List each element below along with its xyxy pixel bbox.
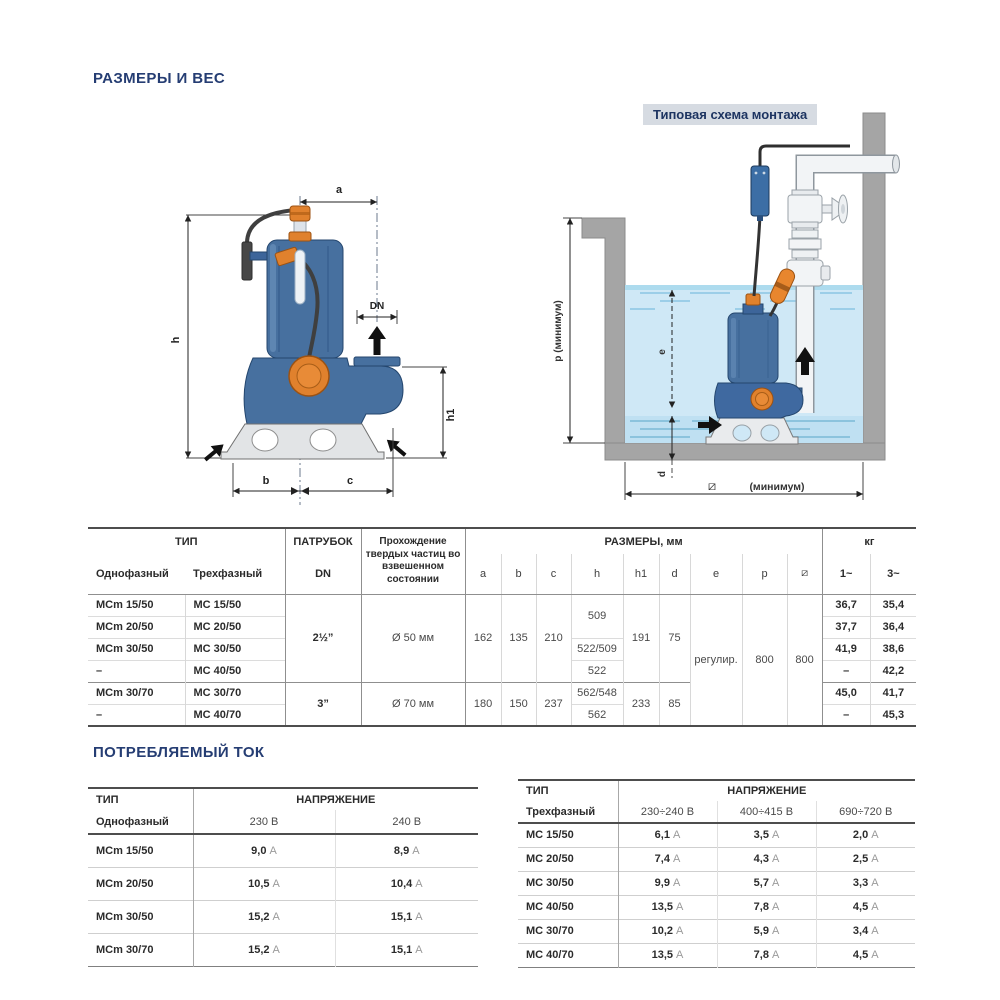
flow-up-arrow: [368, 326, 386, 355]
cell-type: MCm 20/50: [88, 867, 193, 900]
cell-current: 15,2 A: [193, 933, 335, 966]
cell-single: MCm 30/70: [88, 682, 185, 704]
section-title-dimensions: РАЗМЕРЫ И ВЕС: [93, 70, 226, 87]
col-header-square: ⧄: [787, 554, 822, 594]
table-row: [518, 823, 915, 847]
cell-kg3: 35,4: [870, 594, 916, 616]
col-header-b: b: [501, 554, 536, 594]
cell-type: MC 20/50: [518, 847, 618, 871]
unit-ampere: A: [415, 943, 423, 956]
cell-kg1: –: [822, 660, 870, 682]
scheme-title: Типовая схема монтажа: [643, 104, 817, 125]
cell-type: MC 40/50: [518, 895, 618, 919]
unit-ampere: A: [272, 910, 280, 923]
cell-current: 10,5 A: [193, 867, 335, 900]
table-row: [88, 933, 478, 966]
scheme-suction-plug-inner: [756, 393, 769, 406]
pipe-end: [893, 155, 900, 173]
col-header-type: ТИП: [526, 785, 549, 797]
valve-stem: [822, 205, 832, 213]
cell-current: 5,9 A: [717, 919, 816, 943]
base-hole: [310, 429, 336, 451]
col-header-240v: 240 В: [335, 810, 478, 834]
control-box-gland: [757, 216, 763, 221]
cell-e-shared: регулир.: [690, 594, 742, 726]
cell-dn-g1: 2½”: [285, 594, 361, 682]
col-header-690-720v: 690÷720 В: [816, 801, 915, 823]
col-header-230-240v: 230÷240 В: [618, 801, 717, 823]
cell-current: 5,7 A: [717, 871, 816, 895]
cell-b-g1: 135: [501, 594, 536, 682]
cell-c-g1: 210: [536, 594, 571, 682]
col-header-h1: h1: [623, 554, 659, 594]
dim-label-c: c: [346, 475, 354, 487]
col-header-230v: 230 В: [193, 810, 335, 834]
cell-current: 3,4 A: [816, 919, 915, 943]
col-header-voltage: НАПРЯЖЕНИЕ: [193, 788, 478, 810]
cell-kg1: 41,9: [822, 638, 870, 660]
unit-ampere: A: [272, 943, 280, 956]
unit-ampere: A: [771, 877, 780, 889]
cell-kg1: 45,0: [822, 682, 870, 704]
table-row: [518, 919, 915, 943]
table-row: [88, 594, 916, 616]
cell-current: 7,8 A: [717, 943, 816, 967]
cell-h-r5: 562/548: [571, 682, 623, 704]
unit-ampere: A: [676, 925, 684, 937]
cell-type: MC 30/70: [518, 919, 618, 943]
cell-type: MC 40/70: [518, 943, 618, 967]
unit-ampere: A: [771, 925, 780, 937]
col-header-type: ТИП: [174, 535, 198, 548]
cell-current: 13,5 A: [618, 895, 717, 919]
col-header-voltage: НАПРЯЖЕНИЕ: [618, 780, 915, 801]
unit-ampere: A: [672, 877, 681, 889]
motor-slot: [295, 250, 305, 304]
cell-a-g2: 180: [465, 682, 501, 726]
dim-label-b: b: [262, 475, 270, 487]
cell-solids-g2: Ø 70 мм: [361, 682, 465, 726]
base-hole: [733, 425, 751, 441]
col-header-single-phase: Однофазный: [88, 554, 185, 594]
col-header-dn: DN: [285, 554, 361, 594]
col-header-phase: Трехфазный: [518, 801, 618, 823]
col-header-sizes: РАЗМЕРЫ, мм: [465, 528, 822, 554]
unit-ampere: A: [676, 949, 684, 961]
cell-three: MC 15/50: [185, 594, 285, 616]
cell-current: 10,4 A: [335, 867, 478, 900]
cell-single: MCm 15/50: [96, 599, 154, 611]
cell-current: 15,2 A: [193, 900, 335, 933]
cell-current: 2,5 A: [816, 847, 915, 871]
col-header-three-phase: Трехфазный: [185, 554, 285, 594]
cell-current: 9,0 A: [193, 834, 335, 867]
table-row: [518, 871, 915, 895]
cell-type: MC 15/50: [526, 829, 574, 842]
cell-h-r3: 522/509: [571, 638, 623, 660]
union-coupling: [792, 250, 818, 258]
cell-c-g2: 237: [536, 682, 571, 726]
motor-highlight: [731, 318, 736, 378]
cell-p-shared: 800: [742, 594, 787, 726]
unit-ampere: A: [771, 901, 780, 913]
table-row: [518, 895, 915, 919]
cell-type: MCm 15/50: [96, 844, 154, 857]
current-table-three-phase: [518, 779, 915, 968]
unit-ampere: A: [771, 853, 780, 865]
cell-current: 3,3 A: [816, 871, 915, 895]
cell-current: 7,8 A: [717, 895, 816, 919]
cell-kg3: 42,2: [870, 660, 916, 682]
cell-h1-g1: 191: [623, 594, 659, 682]
cell-type: MCm 30/70: [88, 933, 193, 966]
cell-three: MC 30/50: [185, 638, 285, 660]
cell-a-g1: 162: [465, 594, 501, 682]
handwheel-hub: [841, 204, 845, 214]
col-header-p: p: [742, 554, 787, 594]
dim-label-dn: DN: [369, 301, 385, 312]
unit-ampere: A: [415, 910, 423, 923]
cell-current: 9,9 A: [618, 871, 717, 895]
col-header-d: d: [659, 554, 690, 594]
col-header-branch: ПАТРУБОК: [285, 528, 361, 554]
control-box: [751, 166, 769, 216]
col-header-c: c: [536, 554, 571, 594]
cell-kg1: –: [822, 704, 870, 726]
cell-current: 4,5 A: [816, 895, 915, 919]
pump-handle-bracket: [250, 252, 268, 260]
col-header-400-415v: 400÷415 В: [717, 801, 816, 823]
unit-ampere: A: [269, 844, 277, 857]
unit-ampere: A: [272, 877, 280, 890]
cell-square-shared: 800: [787, 594, 822, 726]
unit-ampere: A: [771, 949, 780, 961]
base-hole: [252, 429, 278, 451]
col-header-a: a: [465, 554, 501, 594]
control-box-screw: [755, 172, 758, 175]
col-header-kg1: 1~: [822, 554, 870, 594]
pit-floor: [605, 443, 885, 460]
cell-single: MCm 30/50: [88, 638, 185, 660]
unit-ampere: A: [871, 949, 879, 961]
cell-current: 4,5 A: [816, 943, 915, 967]
unit-ampere: A: [412, 844, 420, 857]
cell-d-g1: 75: [659, 594, 690, 682]
suction-plug-inner: [297, 364, 321, 388]
cell-single: –: [88, 660, 185, 682]
cell-current: 8,9 A: [335, 834, 478, 867]
cell-current: 3,5 A: [717, 823, 816, 847]
section-title-current: ПОТРЕБЛЯЕМЫЙ ТОК: [93, 744, 265, 761]
unit-ampere: A: [871, 925, 879, 937]
unit-ampere: A: [871, 853, 879, 865]
dim-label-d: d: [657, 470, 668, 478]
gate-valve-body: [788, 195, 822, 223]
pump-handle-bar: [242, 242, 252, 280]
cell-kg3: 38,6: [870, 638, 916, 660]
cell-h1-g2: 233: [623, 682, 659, 726]
cell-dn-g2: 3”: [285, 682, 361, 726]
unit-ampere: A: [672, 829, 681, 842]
union-coupling: [792, 230, 818, 238]
cell-solids-g1: Ø 50 мм: [361, 594, 465, 682]
cell-b-g2: 150: [501, 682, 536, 726]
cell-kg3: 41,7: [870, 682, 916, 704]
cap-nut: [289, 232, 311, 241]
cap-band: [290, 212, 310, 215]
table-row: [88, 834, 478, 867]
table-row: [88, 867, 478, 900]
table-row: [518, 847, 915, 871]
union-coupling: [789, 239, 821, 249]
unit-ampere: A: [415, 877, 423, 890]
cell-single: MCm 20/50: [88, 616, 185, 638]
unit-ampere: A: [771, 829, 780, 842]
cell-three: MC 40/70: [185, 704, 285, 726]
cell-d-g2: 85: [659, 682, 690, 726]
cell-current: 4,3 A: [717, 847, 816, 871]
dim-label-h1: h1: [445, 408, 457, 422]
square-dim-symbol: ⧄: [707, 478, 717, 493]
dim-label-a: a: [335, 184, 343, 196]
cell-current: 15,1 A: [335, 933, 478, 966]
suction-arrow-right: [382, 434, 409, 460]
col-header-phase: Однофазный: [88, 810, 193, 834]
unit-ampere: A: [871, 877, 879, 889]
cell-three: MC 40/50: [185, 660, 285, 682]
dim-label-e: e: [657, 349, 668, 355]
cell-current: 7,4 A: [618, 847, 717, 871]
cell-three: MC 30/70: [185, 682, 285, 704]
cell-kg3: 36,4: [870, 616, 916, 638]
col-header-type: ТИП: [96, 793, 119, 806]
cell-current: 15,1 A: [335, 900, 478, 933]
cell-current: 13,5 A: [618, 943, 717, 967]
dim-label-min: (минимум): [749, 481, 805, 493]
table-row: [88, 900, 478, 933]
cell-kg1: 36,7: [822, 594, 870, 616]
pump-power-cable: [754, 215, 760, 296]
motor-highlight: [270, 244, 276, 352]
cell-three: MC 20/50: [185, 616, 285, 638]
unit-ampere: A: [871, 829, 879, 842]
valve-flange-bottom: [792, 222, 818, 228]
unit-ampere: A: [676, 901, 684, 913]
check-valve-tab: [821, 266, 830, 280]
dim-label-h: h: [170, 336, 182, 344]
cell-single: –: [88, 704, 185, 726]
col-header-h: h: [571, 554, 623, 594]
cell-h-r6: 562: [571, 704, 623, 726]
col-header-e: e: [690, 554, 742, 594]
scheme-pump-base: [706, 418, 798, 444]
discharge-flange: [354, 357, 400, 366]
cell-h-r12: 509: [571, 594, 623, 638]
installation-scheme-drawing: [530, 100, 970, 520]
cell-kg1: 37,7: [822, 616, 870, 638]
cell-current: 2,0 A: [816, 823, 915, 847]
unit-ampere: A: [871, 901, 879, 913]
cell-type: MC 30/50: [518, 871, 618, 895]
col-header-kg: кг: [822, 528, 916, 554]
col-header-solids: Прохождение твердых частиц во взвешенном состоянии: [361, 528, 465, 594]
dimensions-weight-table: [88, 527, 916, 727]
col-header-kg3: 3~: [870, 554, 916, 594]
cell-kg3: 45,3: [870, 704, 916, 726]
pump-base: [221, 424, 384, 459]
cell-type: MCm 30/50: [88, 900, 193, 933]
cell-current: 10,2 A: [618, 919, 717, 943]
current-table-single-phase: [88, 787, 478, 967]
cap-neck: [294, 221, 306, 233]
table-row: [518, 943, 915, 967]
pit-wall-left: [582, 218, 625, 443]
cell-current: 6,1 A: [618, 823, 717, 847]
unit-ampere: A: [672, 853, 681, 865]
water-surface: [625, 285, 863, 290]
base-hole: [761, 425, 779, 441]
pump-dimension-drawing: [150, 160, 480, 510]
cell-h-r4: 522: [571, 660, 623, 682]
dim-label-p: p (минимум): [553, 300, 564, 362]
control-box-screw: [763, 172, 766, 175]
